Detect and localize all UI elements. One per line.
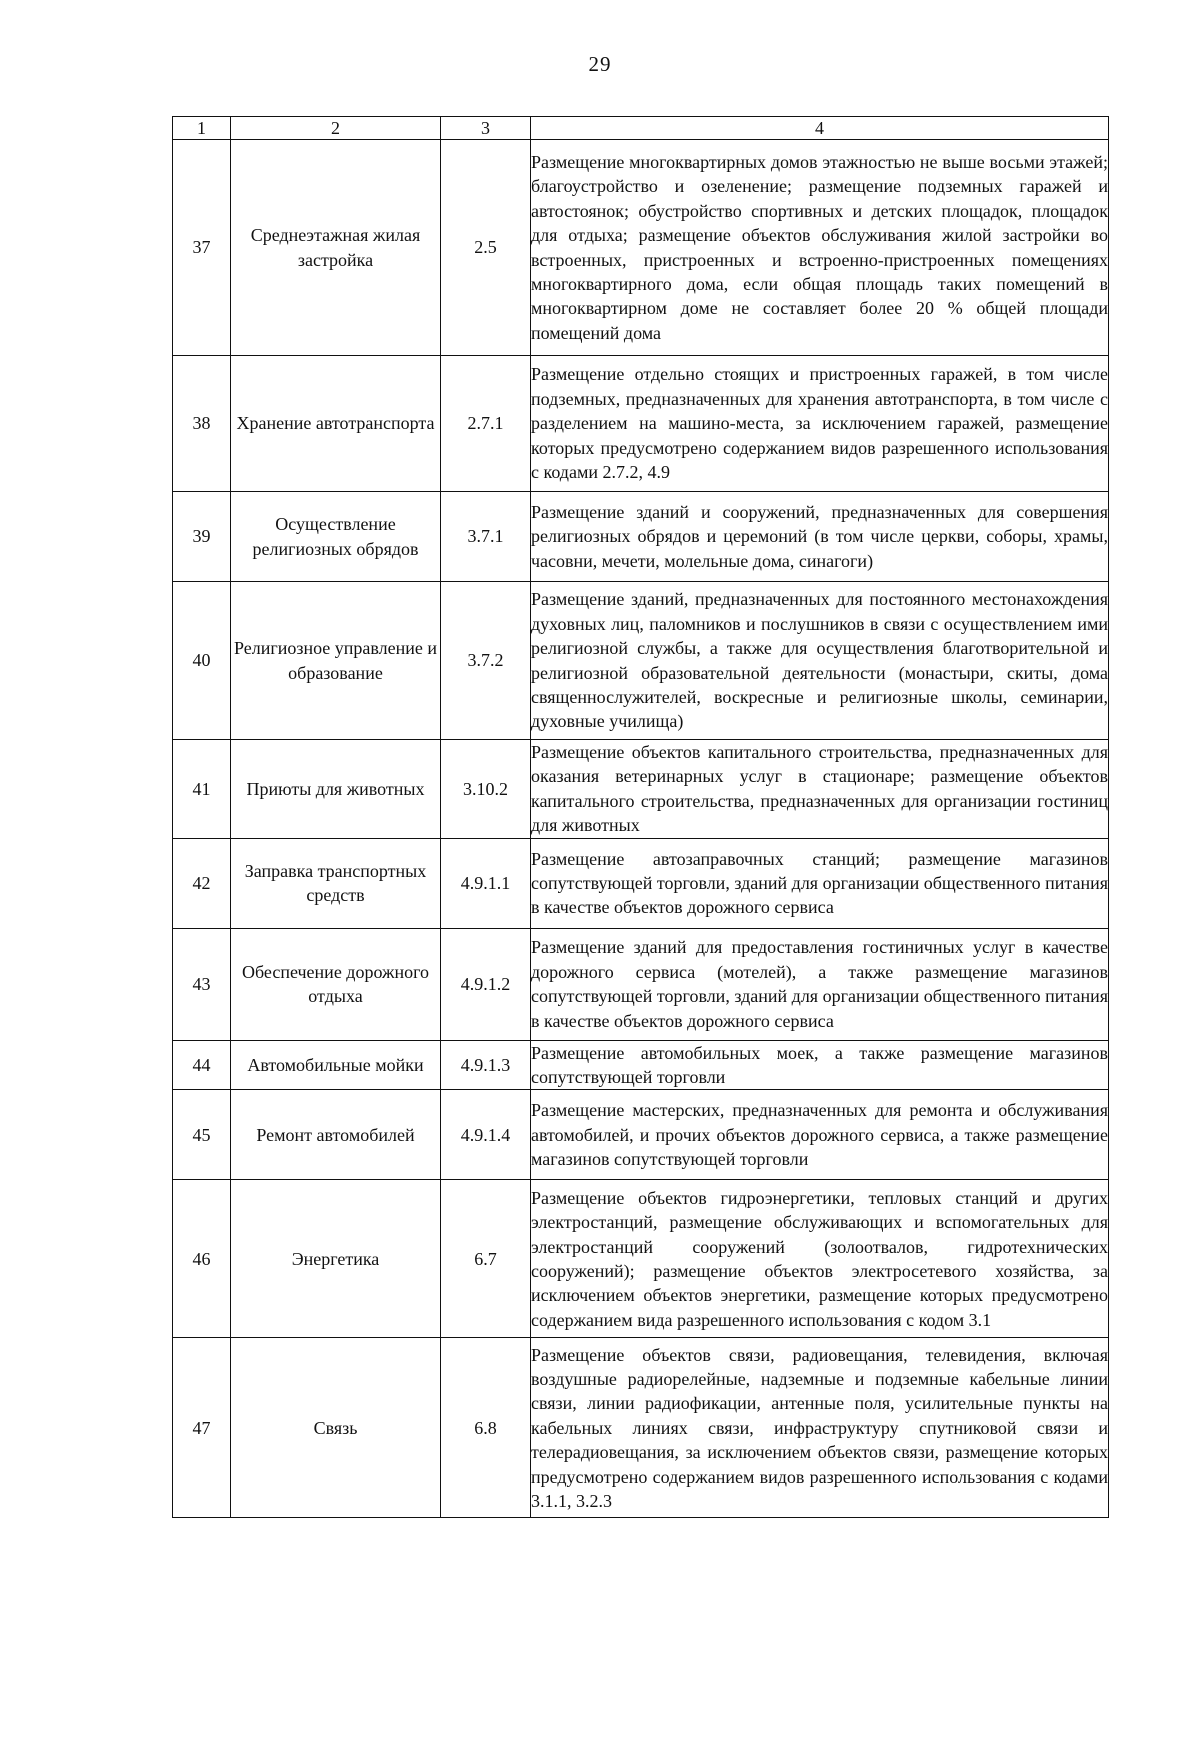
land-use-description: Размещение автомобильных моек, а также размещение магазинов сопутствующей торговли — [531, 1040, 1109, 1090]
land-use-name: Религиозное управление и образование — [231, 582, 441, 740]
land-use-name: Осуществление религиозных обрядов — [231, 492, 441, 582]
land-use-code: 3.10.2 — [441, 740, 531, 839]
table-row — [173, 1090, 1109, 1180]
row-number: 40 — [173, 582, 231, 740]
land-use-description: Размещение автозаправочных станций; размещение магазинов сопутствующей торговли, зданий для организации общественного питания в качестве объектов дорожного сервиса — [531, 838, 1109, 928]
table-row — [173, 140, 1109, 356]
row-number: 45 — [173, 1090, 231, 1180]
land-use-description: Размещение многоквартирных домов этажностью не выше восьми этажей; благоустройство и озеленение; размещение подземных гаражей и автостоянок; обустройство спортивных и детских площадок, площадок для отдыха; размещение объектов обслуживания жилой застройки во встроенных, пристроенных и встроенно-пристроенных помещениях многоквартирного дома, если общая площадь таких помещений в многоквартирном доме не составляет более 20 % общей площади помещений дома — [531, 140, 1109, 356]
land-use-code: 3.7.1 — [441, 492, 531, 582]
column-header-name: 2 — [231, 117, 441, 140]
land-use-code: 4.9.1.2 — [441, 928, 531, 1040]
land-use-code: 4.9.1.4 — [441, 1090, 531, 1180]
table-row — [173, 492, 1109, 582]
land-use-name: Обеспечение дорожного отдыха — [231, 928, 441, 1040]
land-use-name: Энергетика — [231, 1180, 441, 1338]
land-use-code: 3.7.2 — [441, 582, 531, 740]
table-row — [173, 1180, 1109, 1338]
row-number: 44 — [173, 1040, 231, 1090]
land-use-description: Размещение объектов капитального строительства, предназначенных для оказания ветеринарных услуг в стационаре; размещение объектов капитального строительства, предназначенных для организации гостиниц для животных — [531, 740, 1109, 839]
land-use-name: Автомобильные мойки — [231, 1040, 441, 1090]
land-use-code: 4.9.1.3 — [441, 1040, 531, 1090]
land-use-name: Ремонт автомобилей — [231, 1090, 441, 1180]
column-header-number: 1 — [173, 117, 231, 140]
land-use-description: Размещение зданий и сооружений, предназначенных для совершения религиозных обрядов и церемоний (в том числе церкви, соборы, храмы, часовни, мечети, молельные дома, синагоги) — [531, 492, 1109, 582]
land-use-description: Размещение объектов гидроэнергетики, тепловых станций и других электростанций, размещение обслуживающих и вспомогательных для электростанций сооружений (золоотвалов, гидротехнических сооружений); размещение объектов электросетевого хозяйства, за исключением объектов энергетики, размещение которых предусмотрено содержанием вида разрешенного использования с кодом 3.1 — [531, 1180, 1109, 1338]
table-row — [173, 1338, 1109, 1518]
land-use-description: Размещение отдельно стоящих и пристроенных гаражей, в том числе подземных, предназначенных для хранения автотранспорта, в том числе с разделением на машино-места, за исключением гаражей, размещение которых предусмотрено содержанием видов разрешенного использования с кодами 2.7.2, 4.9 — [531, 356, 1109, 492]
table-header-row — [173, 117, 1109, 140]
land-use-description: Размещение зданий для предоставления гостиничных услуг в качестве дорожного сервиса (мотелей), а также размещение магазинов сопутствующей торговли, зданий для организации общественного питания в качестве объектов дорожного сервиса — [531, 928, 1109, 1040]
land-use-name: Приюты для животных — [231, 740, 441, 839]
row-number: 47 — [173, 1338, 231, 1518]
table-row — [173, 740, 1109, 839]
land-use-code: 6.8 — [441, 1338, 531, 1518]
page-number: 29 — [588, 52, 612, 76]
table-row — [173, 356, 1109, 492]
land-use-name: Связь — [231, 1338, 441, 1518]
land-use-name: Хранение автотранспорта — [231, 356, 441, 492]
land-use-name: Среднеэтажная жилая застройка — [231, 140, 441, 356]
row-number: 37 — [173, 140, 231, 356]
row-number: 39 — [173, 492, 231, 582]
column-header-code: 3 — [441, 117, 531, 140]
land-use-description: Размещение мастерских, предназначенных для ремонта и обслуживания автомобилей, и прочих объектов дорожного сервиса, а также размещение магазинов сопутствующей торговли — [531, 1090, 1109, 1180]
land-use-name: Заправка транспортных средств — [231, 838, 441, 928]
row-number: 41 — [173, 740, 231, 839]
row-number: 43 — [173, 928, 231, 1040]
land-use-description: Размещение зданий, предназначенных для постоянного местонахождения духовных лиц, паломников и послушников в связи с осуществлением ими религиозной службы, а также для осуществления благотворительной и религиозной образовательной деятельности (монастыри, скиты, дома священнослужителей, воскресные и религиозные школы, семинарии, духовные училища) — [531, 582, 1109, 740]
row-number: 38 — [173, 356, 231, 492]
land-use-description: Размещение объектов связи, радиовещания, телевидения, включая воздушные радиорелейные, надземные и подземные кабельные линии связи, линии радиофикации, антенные поля, усилительные пункты на кабельных линиях связи, инфраструктуру спутниковой связи и телерадиовещания, за исключением объектов связи, размещение которых предусмотрено содержанием видов разрешенного использования с кодами 3.1.1, 3.2.3 — [531, 1338, 1109, 1518]
table-row — [173, 928, 1109, 1040]
table-row — [173, 582, 1109, 740]
table-row — [173, 838, 1109, 928]
table-body — [173, 140, 1109, 1518]
table-row — [173, 1040, 1109, 1090]
land-use-code: 2.7.1 — [441, 356, 531, 492]
column-header-description: 4 — [531, 117, 1109, 140]
land-use-code: 6.7 — [441, 1180, 531, 1338]
row-number: 46 — [173, 1180, 231, 1338]
land-use-code: 2.5 — [441, 140, 531, 356]
land-use-code: 4.9.1.1 — [441, 838, 531, 928]
row-number: 42 — [173, 838, 231, 928]
land-use-table — [172, 116, 1109, 1518]
